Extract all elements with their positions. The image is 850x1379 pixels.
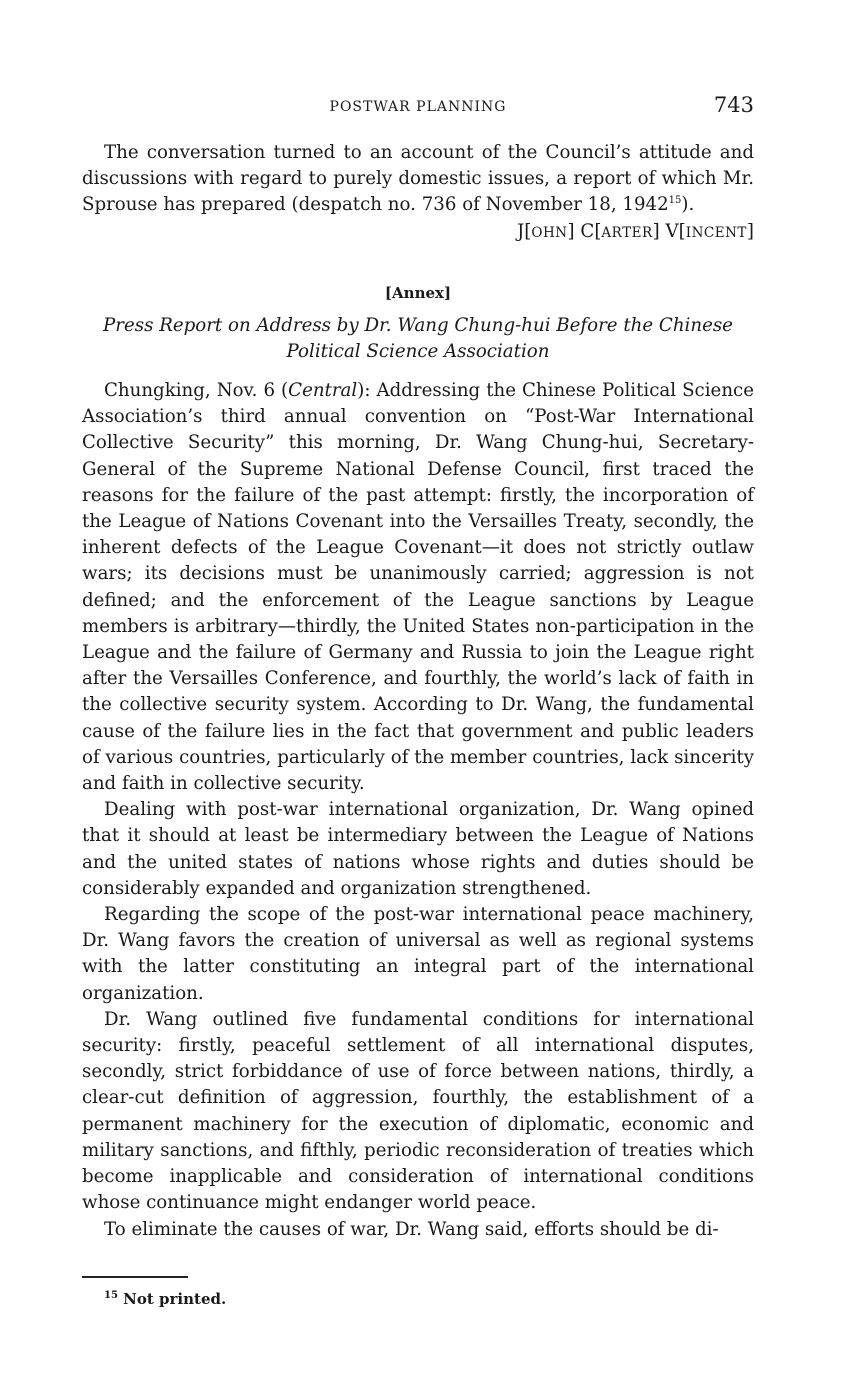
signature-part: ] bbox=[746, 220, 754, 242]
page-number: 743 bbox=[713, 93, 754, 117]
footnote bbox=[104, 1290, 226, 1308]
body-paragraph-3: Regarding the scope of the post-war international peace machinery, Dr. Wang favors the creation of universal as well as regional systems with the latter constituting an integral part of the international organization. bbox=[82, 904, 754, 1004]
signature-part: ] V[ bbox=[652, 220, 686, 242]
footnote-marker: 15 bbox=[104, 1290, 118, 1301]
intro-block bbox=[82, 140, 754, 246]
annex-body bbox=[82, 378, 754, 1243]
body-paragraph-5: To eliminate the causes of war, Dr. Wang said, efforts should be di- bbox=[104, 1218, 719, 1240]
intro-text-end: ). bbox=[681, 194, 695, 216]
body-paragraph-4: Dr. Wang outlined five fundamental conditions for international security: firstly, peaceful settlement of all international disputes, secondly, strict forbiddance of use of force between nations, thirdly, a clear-cut definition of aggression, fourthly, the establishment of a permanent machinery for the execution of diplomatic, economic and military sanctions, and fifthly, periodic reconsideration of treaties which become inapplicable and consideration of international conditions whose continuance might endanger world peace. bbox=[82, 1008, 754, 1214]
signature-part: INCENT bbox=[685, 224, 747, 241]
footnote-reference: 15 bbox=[668, 195, 682, 207]
body-paragraph-2: Dealing with post-war international organization, Dr. Wang opined that it should at least be intermediary between the League of Nations and the united states of nations whose rights and duties should be considerably expanded and organization strengthened. bbox=[82, 799, 754, 899]
signature-part: ARTER bbox=[601, 224, 653, 241]
signature-part: J[ bbox=[516, 220, 532, 242]
page-header bbox=[82, 93, 754, 121]
footnote-divider bbox=[82, 1276, 188, 1278]
paragraph-text: ): Addressing the Chinese Political Science Association’s third annual convention on “Post-War International Collective Security” this morning, Dr. Wang Chung-hui, Secretary-General of the Supreme National Defense Council, first traced the reasons for the failure of the past attempt: firstly, the incorporation of the League of Nations Covenant into the Versailles Treaty, secondly, the inherent defects of the League Covenant—it does not strictly outlaw wars; its decisions must be unanimously carried; aggression is not defined; and the enforcement of the League sanctions by League members is arbitrary—thirdly, the United States non-participation in the League and the failure of Germany and Russia to join the League right after the Versailles Conference, and fourthly, the world’s lack of faith in the collective security system. According to Dr. Wang, the fundamental cause of the failure lies in the fact that government and public leaders of various countries, particularly of the member countries, lack sincerity and faith in collective security. bbox=[82, 380, 754, 795]
paragraph-text: Chungking, Nov. 6 ( bbox=[104, 380, 289, 401]
signature bbox=[82, 219, 754, 246]
footnote-text: Not printed. bbox=[123, 1290, 227, 1308]
signature-part: ] C[ bbox=[567, 220, 602, 242]
running-head: POSTWAR PLANNING bbox=[329, 99, 507, 115]
body-paragraph-1 bbox=[82, 378, 754, 797]
intro-paragraph bbox=[82, 140, 754, 219]
signature-part: OHN bbox=[531, 224, 568, 241]
annex-label: [Annex] bbox=[384, 284, 452, 302]
annex-title: Press Report on Address by Dr. Wang Chung-hui Before the Chinese Political Science Association bbox=[103, 315, 733, 363]
news-agency: Central bbox=[288, 380, 358, 401]
intro-text: The conversation turned to an account of the Council’s attitude and discussions with regard to purely domestic issues, a report of which Mr. Sprouse has prepared (despatch no. 736 of November 18, 1942 bbox=[82, 142, 754, 216]
